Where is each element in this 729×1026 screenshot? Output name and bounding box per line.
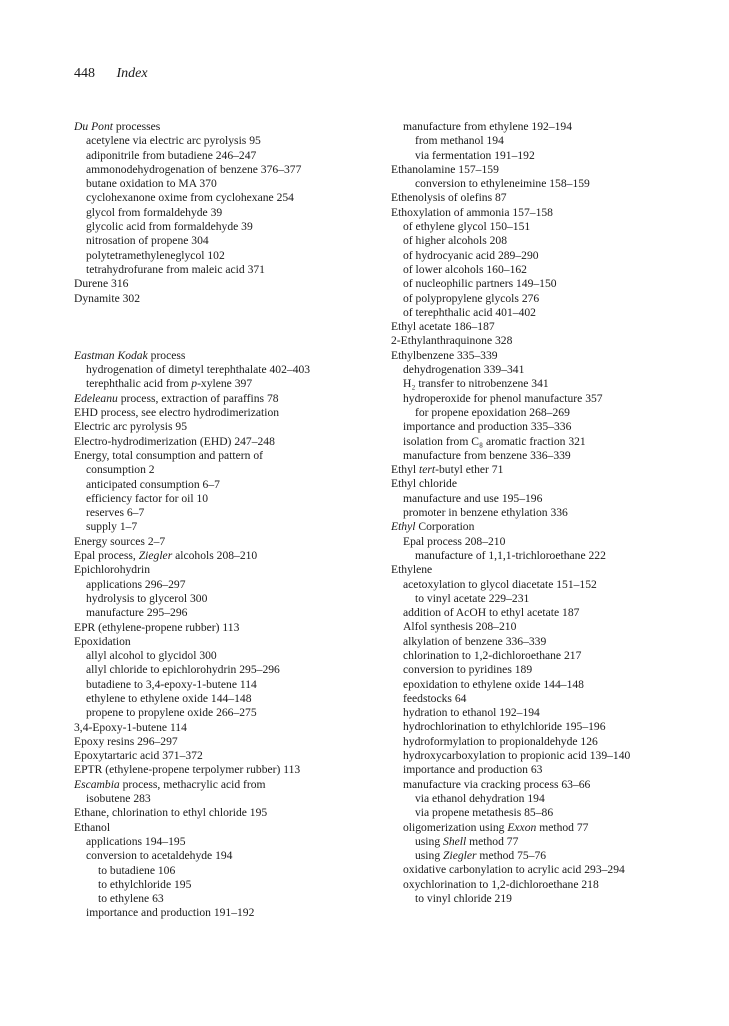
index-entry: [391, 592, 691, 606]
index-entry: [74, 721, 374, 735]
index-entry-text: consumption 2: [86, 463, 155, 477]
index-entry: [391, 349, 691, 363]
index-entry: [74, 806, 374, 820]
index-entry-text: of hydrocyanic acid 289–290: [403, 248, 539, 262]
index-entry-text: supply 1–7: [86, 520, 138, 534]
index-entry-text: polytetramethyleneglycol 102: [86, 248, 225, 262]
index-entry-text: 3,4-Epoxy-1-butene 114: [74, 720, 187, 734]
index-entry-text: Energy sources 2–7: [74, 534, 166, 548]
index-entry: [391, 377, 691, 391]
index-entry: [391, 435, 691, 449]
index-entry: [391, 763, 691, 777]
index-entry: [391, 492, 691, 506]
index-entry-italic: Exxon: [507, 820, 537, 834]
index-entry-text: efficiency factor for oil 10: [86, 491, 209, 505]
index-entry-text: Ethylbenzene 335–339: [391, 348, 498, 362]
index-entry-text: using: [415, 834, 444, 848]
index-entry: [391, 578, 691, 592]
index-entry-text: importance and production 335–336: [403, 420, 572, 434]
index-entry: [391, 320, 691, 334]
index-entry-text: process: [147, 348, 186, 362]
index-entry-text: butane oxidation to MA 370: [86, 177, 217, 191]
index-entry-text: to butadiene 106: [98, 863, 176, 877]
index-entry: [74, 692, 374, 706]
index-entry-text: Ethyl chloride: [391, 477, 458, 491]
index-entry: [391, 191, 691, 205]
index-entry: [391, 778, 691, 792]
index-entry: [74, 763, 374, 777]
index-entry-text: adiponitrile from butadiene 246–247: [86, 148, 257, 162]
index-entry-text: via fermentation 191–192: [415, 148, 535, 162]
index-entry-text: H₂ transfer to nitrobenzene 341: [403, 377, 549, 391]
index-entry: [391, 821, 691, 835]
index-entry-text: manufacture from ethylene 192–194: [403, 120, 573, 133]
index-entry: [74, 206, 374, 220]
index-entry-text: oxychlorination to 1,2-dichloroethane 218: [403, 877, 599, 891]
index-entry: [74, 492, 374, 506]
index-entry-italic: Shell: [443, 834, 467, 848]
index-entry-text: hydrogenation of dimetyl terephthalate 402–403: [86, 363, 311, 377]
index-entry: [391, 535, 691, 549]
index-entry: [391, 163, 691, 177]
index-entry: [74, 478, 374, 492]
index-entry: [391, 449, 691, 463]
index-entry-text: cyclohexanone oxime from cyclohexane 254: [86, 191, 294, 205]
index-entry-text: to ethylene 63: [98, 892, 164, 906]
index-entry-text: ethylene to ethylene oxide 144–148: [86, 691, 252, 705]
index-entry: [391, 463, 691, 477]
index-entry-text: isobutene 283: [86, 792, 151, 806]
index-entry: [391, 220, 691, 234]
index-entry: [74, 420, 374, 434]
index-entry: [391, 249, 691, 263]
index-entry-text: from methanol 194: [415, 134, 504, 148]
index-entry: [74, 363, 374, 377]
index-entry: [391, 234, 691, 248]
index-entry-text: to vinyl acetate 229–231: [415, 591, 530, 605]
index-entry-text: to vinyl chloride 219: [415, 892, 512, 906]
index-entry-text: to ethylchloride 195: [98, 877, 192, 891]
index-entry: [74, 706, 374, 720]
index-entry-text: hydration to ethanol 192–194: [403, 706, 540, 720]
page-title: Index: [116, 66, 148, 81]
index-entry-text: Epal process 208–210: [403, 534, 506, 548]
index-entry-text: Alfol synthesis 208–210: [403, 620, 517, 634]
index-entry-italic: Edeleanu: [74, 391, 118, 405]
index-entry: [74, 563, 374, 577]
index-entry: [391, 277, 691, 291]
index-entry-text: epoxidation to ethylene oxide 144–148: [403, 677, 584, 691]
index-entry-text: conversion to ethyleneimine 158–159: [415, 177, 590, 191]
index-entry-text: Ethyl: [391, 463, 420, 477]
index-entry: [74, 535, 374, 549]
index-entry-text: nitrosation of propene 304: [86, 234, 209, 248]
index-entry-text: propene to propylene oxide 266–275: [86, 706, 257, 720]
index-entry: [74, 406, 374, 420]
index-entry-text: Ethoxylation of ammonia 157–158: [391, 205, 553, 219]
index-entry: [74, 635, 374, 649]
index-entry: [74, 177, 374, 191]
index-entry-italic: Ziegler: [138, 549, 173, 563]
index-entry-text: promoter in benzene ethylation 336: [403, 506, 568, 520]
index-entry: [74, 392, 374, 406]
section-gap: [74, 306, 374, 349]
index-entry-text: terephthalic acid from: [86, 377, 192, 391]
index-entry-text: hydrochlorination to ethylchloride 195–196: [403, 720, 606, 734]
index-entry: [74, 435, 374, 449]
index-entry-text: -butyl ether 71: [435, 463, 504, 477]
index-entry-text: Ethanol: [74, 820, 111, 834]
index-entry: [74, 120, 374, 134]
index-entry-text: importance and production 63: [403, 763, 543, 777]
index-entry: [74, 349, 374, 363]
index-entry-text: manufacture 295–296: [86, 606, 188, 620]
index-entry: [391, 620, 691, 634]
index-entry: [391, 206, 691, 220]
index-entry-text: of ethylene glycol 150–151: [403, 220, 531, 234]
index-entry: [391, 263, 691, 277]
index-entry-text: processes: [112, 120, 161, 133]
index-entry-text: for propene epoxidation 268–269: [415, 405, 570, 419]
index-entry-text: Epal process,: [74, 549, 139, 563]
index-entry-text: of terephthalic acid 401–402: [403, 305, 536, 319]
index-entry: [74, 849, 374, 863]
index-entry-text: isolation from C₈ aromatic fraction 321: [403, 434, 586, 448]
index-entry-text: alkylation of benzene 336–339: [403, 634, 547, 648]
index-entry: [391, 635, 691, 649]
index-entry-text: Ethanolamine 157–159: [391, 162, 499, 176]
index-entry: [74, 506, 374, 520]
index-column-right: [391, 120, 691, 906]
index-entry: [74, 449, 374, 463]
index-entry-text: hydroperoxide for phenol manufacture 357: [403, 391, 603, 405]
index-entry: [391, 406, 691, 420]
index-entry: [391, 892, 691, 906]
index-entry-text: oxidative carbonylation to acrylic acid 293–294: [403, 863, 625, 877]
index-entry-text: EPTR (ethylene-propene terpolymer rubber) 113: [74, 763, 301, 777]
index-entry: [391, 678, 691, 692]
index-entry-italic: Du Pont: [74, 120, 113, 133]
index-entry-text: of polypropylene glycols 276: [403, 291, 540, 305]
index-entry-text: method 77: [536, 820, 589, 834]
index-entry-text: reserves 6–7: [86, 506, 145, 520]
index-entry-text: EPR (ethylene-propene rubber) 113: [74, 620, 240, 634]
index-entry: [74, 792, 374, 806]
index-entry: [74, 578, 374, 592]
index-entry: [391, 563, 691, 577]
index-entry: [74, 191, 374, 205]
index-entry-text: Dynamite 302: [74, 291, 141, 305]
index-entry: [74, 234, 374, 248]
index-entry-italic: Ethyl: [391, 520, 416, 534]
index-entry-text: Electric arc pyrolysis 95: [74, 420, 187, 434]
index-entry: [391, 334, 691, 348]
index-entry-text: feedstocks 64: [403, 691, 467, 705]
index-entry: [74, 835, 374, 849]
page-number: 448: [74, 66, 95, 81]
index-entry: [391, 606, 691, 620]
index-entry: [391, 392, 691, 406]
index-entry: [391, 177, 691, 191]
index-entry: [391, 749, 691, 763]
index-entry-text: manufacture of 1,1,1-trichloroethane 222: [415, 548, 606, 562]
index-entry-text: of higher alcohols 208: [403, 234, 507, 248]
index-entry: [74, 377, 374, 391]
index-entry-text: process, methacrylic acid from: [119, 777, 266, 791]
index-entry: [391, 835, 691, 849]
index-entry-text: Durene 316: [74, 277, 129, 291]
index-entry-text: via propene metathesis 85–86: [415, 806, 554, 820]
index-entry-text: manufacture and use 195–196: [403, 491, 543, 505]
index-entry-text: Ethyl acetate 186–187: [391, 320, 495, 334]
index-entry-text: Energy, total consumption and pattern of: [74, 448, 263, 462]
index-entry-text: Ethylene: [391, 563, 433, 577]
index-entry-text: chlorination to 1,2-dichloroethane 217: [403, 648, 582, 662]
index-entry-text: anticipated consumption 6–7: [86, 477, 220, 491]
index-entry-text: applications 194–195: [86, 834, 186, 848]
index-entry: [74, 649, 374, 663]
index-entry-text: manufacture via cracking process 63–66: [403, 777, 591, 791]
index-entry-text: Epichlorohydrin: [74, 563, 150, 577]
page-header: [74, 66, 148, 82]
index-entry: [74, 906, 374, 920]
index-entry-text: Ethenolysis of olefins 87: [391, 191, 507, 205]
index-entry-text: ammonodehydrogenation of benzene 376–377: [86, 162, 302, 176]
index-entry-text: hydroxycarboxylation to propionic acid 139–140: [403, 749, 631, 763]
index-entry: [74, 606, 374, 620]
index-entry: [74, 821, 374, 835]
index-entry-italic: Escambia: [74, 777, 120, 791]
index-entry-text: EHD process, see electro hydrodimerization: [74, 406, 280, 420]
index-entry: [391, 863, 691, 877]
index-entry: [74, 134, 374, 148]
index-entry: [391, 649, 691, 663]
index-entry: [74, 277, 374, 291]
index-entry: [74, 749, 374, 763]
index-entry-text: via ethanol dehydration 194: [415, 791, 545, 805]
index-entry: [74, 249, 374, 263]
index-entry: [391, 477, 691, 491]
index-entry-text: dehydrogenation 339–341: [403, 363, 525, 377]
index-entry-text: method 77: [466, 834, 519, 848]
index-entry-italic: tert: [419, 463, 436, 477]
index-entry: [74, 292, 374, 306]
index-entry-text: importance and production 191–192: [86, 906, 255, 920]
index-entry-text: allyl alcohol to glycidol 300: [86, 649, 217, 663]
index-entry: [391, 849, 691, 863]
index-entry: [391, 149, 691, 163]
index-entry: [74, 149, 374, 163]
index-entry-text: applications 296–297: [86, 577, 186, 591]
index-entry: [74, 778, 374, 792]
index-entry-text: glycolic acid from formaldehyde 39: [86, 220, 253, 234]
index-entry: [391, 549, 691, 563]
index-entry-text: addition of AcOH to ethyl acetate 187: [403, 606, 580, 620]
index-entry: [74, 463, 374, 477]
index-entry: [391, 663, 691, 677]
index-entry-text: alcohols 208–210: [172, 549, 258, 563]
index-entry-text: Ethane, chlorination to ethyl chloride 195: [74, 806, 268, 820]
index-entry: [391, 735, 691, 749]
index-entry: [391, 706, 691, 720]
index-entry: [391, 792, 691, 806]
index-entry-text: method 75–76: [476, 849, 547, 863]
index-entry-text: oligomerization using: [403, 820, 508, 834]
index-entry: [74, 163, 374, 177]
index-entry: [391, 292, 691, 306]
index-entry-text: process, extraction of paraffins 78: [117, 391, 279, 405]
index-entry-italic: Ziegler: [443, 849, 477, 863]
index-entry: [391, 120, 691, 134]
index-entry: [74, 520, 374, 534]
index-entry: [74, 878, 374, 892]
index-entry-text: acetylene via electric arc pyrolysis 95: [86, 134, 261, 148]
index-entry-text: Epoxytartaric acid 371–372: [74, 749, 203, 763]
index-entry-text: of nucleophilic partners 149–150: [403, 277, 557, 291]
index-entry-text: conversion to acetaldehyde 194: [86, 849, 233, 863]
index-entry: [391, 692, 691, 706]
index-entry: [74, 735, 374, 749]
index-entry-text: Epoxidation: [74, 634, 131, 648]
index-entry-text: of lower alcohols 160–162: [403, 262, 527, 276]
index-entry: [74, 663, 374, 677]
index-entry: [391, 878, 691, 892]
index-entry: [74, 592, 374, 606]
index-entry-text: hydroformylation to propionaldehyde 126: [403, 734, 598, 748]
index-entry: [74, 678, 374, 692]
index-entry: [391, 506, 691, 520]
index-entry: [74, 549, 374, 563]
index-entry: [74, 220, 374, 234]
index-entry-text: -xylene 397: [197, 377, 253, 391]
index-entry-text: using: [415, 849, 444, 863]
index-entry: [74, 864, 374, 878]
index-entry-text: manufacture from benzene 336–339: [403, 448, 571, 462]
index-entry: [391, 306, 691, 320]
index-entry-text: 2-Ethylanthraquinone 328: [391, 334, 513, 348]
index-entry: [391, 363, 691, 377]
index-entry: [74, 892, 374, 906]
index-entry: [391, 134, 691, 148]
index-entry-text: Corporation: [415, 520, 475, 534]
index-entry-text: Epoxy resins 296–297: [74, 734, 178, 748]
index-entry: [391, 520, 691, 534]
index-entry: [391, 420, 691, 434]
index-entry-italic: Eastman Kodak: [74, 348, 148, 362]
index-entry-text: acetoxylation to glycol diacetate 151–152: [403, 577, 597, 591]
index-entry: [391, 806, 691, 820]
index-entry: [74, 621, 374, 635]
index-entry-text: tetrahydrofurane from maleic acid 371: [86, 262, 265, 276]
index-entry-text: Electro-hydrodimerization (EHD) 247–248: [74, 434, 275, 448]
index-entry: [391, 720, 691, 734]
index-entry-text: butadiene to 3,4-epoxy-1-butene 114: [86, 677, 257, 691]
index-entry-text: glycol from formaldehyde 39: [86, 205, 223, 219]
index-column-left: [74, 120, 374, 921]
index-entry: [74, 263, 374, 277]
index-entry-text: conversion to pyridines 189: [403, 663, 533, 677]
index-entry-text: hydrolysis to glycerol 300: [86, 591, 208, 605]
index-entry-text: allyl chloride to epichlorohydrin 295–296: [86, 663, 280, 677]
index-entry-italic: p: [191, 377, 198, 391]
